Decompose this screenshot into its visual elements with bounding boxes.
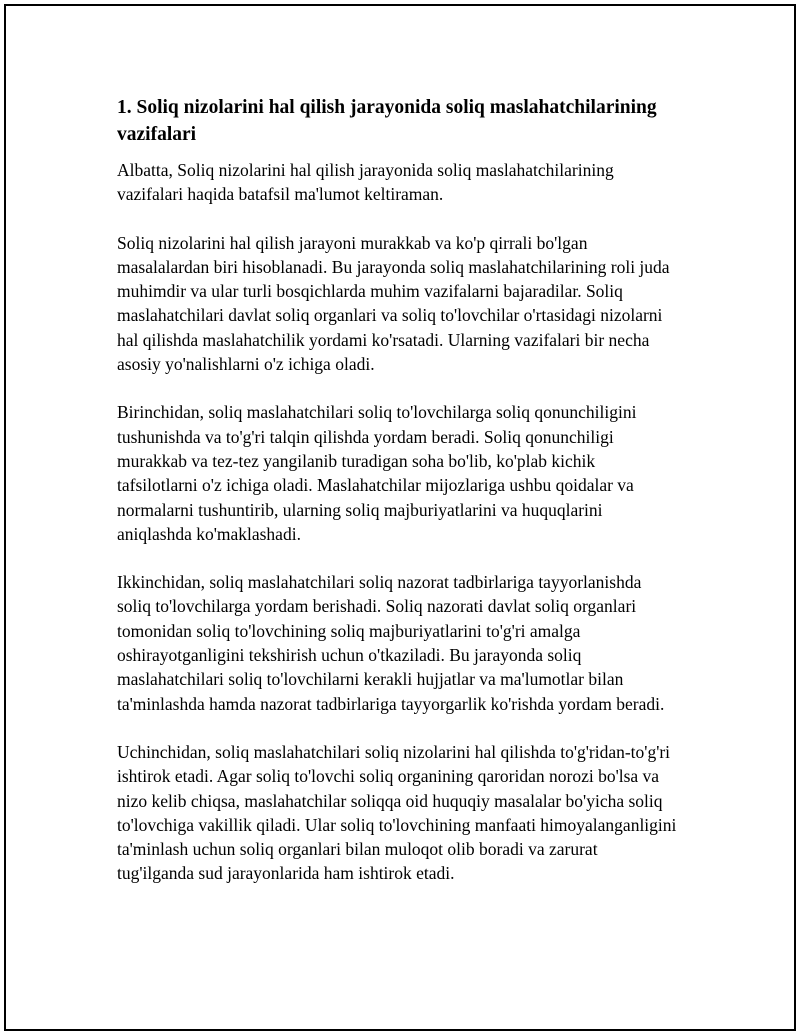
document-title: 1. Soliq nizolarini hal qilish jarayonida soliq maslahatchilarining vazifalari [117,97,657,145]
paragraph-second-duty: Ikkinchidan, soliq maslahatchilari soliq nazorat tadbirlariga tayyorlanishda soliq to'lovchilarga yordam berishadi. Soliq nazorati davlat soliq organlari tomonidan soliq to'lovchining soliq majburiyatlarini to'g'ri amalga oshirayotganligini tekshirish uchun o'tkaziladi. Bu jarayonda soliq maslahatchilari soliq to'lovchilarni kerakli hujjatlar va ma'lumotlar bilan ta'minlashda hamda nazorat tadbirlariga tayyorgarlik ko'rishda yordam beradi. [117,572,665,714]
paragraph-intro: Albatta, Soliq nizolarini hal qilish jarayonida soliq maslahatchilarining vazifalari haqida batafsil ma'lumot keltiraman. [117,160,614,205]
paragraph-third-duty: Uchinchidan, soliq maslahatchilari soliq nizolarini hal qilishda to'g'ridan-to'g'ri ishtirok etadi. Agar soliq to'lovchi soliq organining qaroridan norozi bo'lsa va nizo kelib chiqsa, maslahatchilar soliqqa oid huquqiy masalalar bo'yicha soliq to'lovchiga vakillik qiladi. Ular soliq to'lovchining manfaati himoyalanganligini ta'minlash uchun soliq organlari bilan muloqot olib boradi va zarurat tug'ilganda sud jarayonlarida ham ishtirok etadi. [117,741,677,884]
paragraph-overview: Soliq nizolarini hal qilish jarayoni murakkab va ko'p qirrali bo'lgan masalalardan biri hisoblanadi. Bu jarayonda soliq maslahatchilarining roli juda muhimdir va ular turli bosqichlarda muhim vazifalarni bajaradilar. Soliq maslahatchilari davlat soliq organlari va soliq to'lovchilar o'rtasidagi nizolarni hal qilishda maslahatchilik yordami ko'rsatadi. Ularning vazifalari bir necha asosiy yo'nalishlarni o'z ichiga oladi. [117,232,670,375]
document-body [117,94,677,910]
paragraph-first-duty: Birinchidan, soliq maslahatchilari soliq to'lovchilarga soliq qonunchiligini tushunishda va to'g'ri talqin qilishda yordam beradi. Soliq qonunchiligi murakkab va tez-tez yangilanib turadigan soha bo'lib, ko'plab kichik tafsilotlarni o'z ichiga oladi. Maslahatchilar mijozlariga ushbu qoidalar va normalarni tushuntirib, ularning soliq majburiyatlarini va huquqlarini aniqlashda ko'maklashadi. [117,402,637,544]
